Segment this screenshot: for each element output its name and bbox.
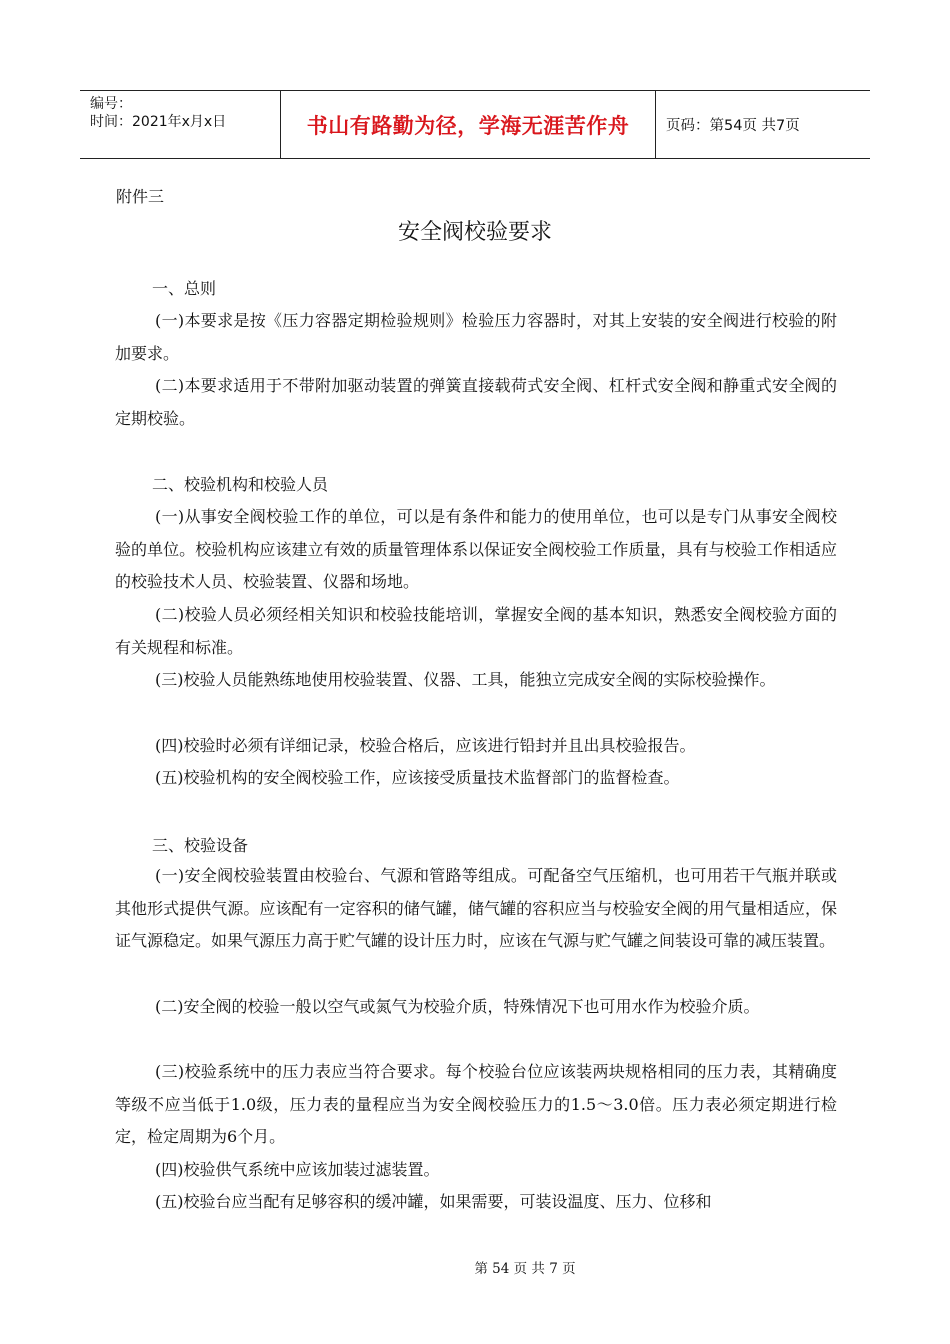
page-footer	[0, 1257, 950, 1277]
paragraph: (三)校验人员能熟练地使用校验装置、仪器、工具，能独立完成安全阀的实际校验操作。	[155, 670, 776, 689]
footer-page-number: 第 54 页 共 7 页	[474, 1261, 576, 1277]
attachment-label: 附件三	[116, 187, 165, 206]
paragraph: (二)本要求适用于不带附加驱动装置的弹簧直接载荷式安全阀、杠杆式安全阀和静重式安全阀的定期校验。	[115, 376, 837, 428]
header-table	[80, 90, 870, 159]
header-motto-cell	[280, 91, 656, 158]
header-page-cell	[655, 91, 870, 158]
motto: 书山有路勤为径，学海无涯苦作舟	[306, 113, 630, 138]
paragraph: (四)校验供气系统中应该加装过滤装置。	[155, 1160, 440, 1179]
time-label: 时间：2021年x月x日	[90, 114, 227, 130]
section-heading: 一、总则	[152, 279, 217, 298]
paragraph: (四)校验时必须有详细记录，校验合格后，应该进行铅封并且出具校验报告。	[155, 736, 696, 755]
page-code: 页码：第54页 共7页	[666, 118, 800, 134]
paragraph: (一)安全阀校验装置由校验台、气源和管路等组成。可配备空气压缩机，也可用若干气瓶并联或其他形式提供气源。应该配有一定容积的储气罐，储气罐的容积应当与校验安全阀的用气量相适应，保证气源稳定。如果气源压力高于贮气罐的设计压力时，应该在气源与贮气罐之间装设可靠的减压装置。	[115, 866, 837, 950]
paragraph: (三)校验系统中的压力表应当符合要求。每个校验台位应该装两块规格相同的压力表，其精确度等级不应当低于1.0级，压力表的量程应当为安全阀校验压力的1.5～3.0倍。压力表必须定期进行检定，检定周期为6个月。	[115, 1062, 837, 1146]
section-heading: 三、校验设备	[152, 836, 249, 855]
section-heading: 二、校验机构和校验人员	[152, 475, 329, 494]
paragraph: (二)校验人员必须经相关知识和校验技能培训，掌握安全阀的基本知识，熟悉安全阀校验方面的有关规程和标准。	[115, 605, 837, 657]
paragraph: (二)安全阀的校验一般以空气或氮气为校验介质，特殊情况下也可用水作为校验介质。	[155, 997, 760, 1016]
paragraph: (五)校验机构的安全阀校验工作，应该接受质量技术监督部门的监督检查。	[155, 768, 680, 787]
paragraph: (五)校验台应当配有足够容积的缓冲罐，如果需要，可装设温度、压力、位移和	[155, 1192, 712, 1211]
paragraph: (一)从事安全阀校验工作的单位，可以是有条件和能力的使用单位，也可以是专门从事安全阀校验的单位。校验机构应该建立有效的质量管理体系以保证安全阀校验工作质量，具有与校验工作相适应的校验技术人员、校验装置、仪器和场地。	[115, 507, 837, 591]
number-label: 编号：	[90, 96, 132, 112]
page-title: 安全阀校验要求	[397, 220, 552, 245]
paragraph: (一)本要求是按《压力容器定期检验规则》检验压力容器时，对其上安装的安全阀进行校验的附加要求。	[115, 311, 837, 363]
header-meta	[80, 91, 280, 158]
